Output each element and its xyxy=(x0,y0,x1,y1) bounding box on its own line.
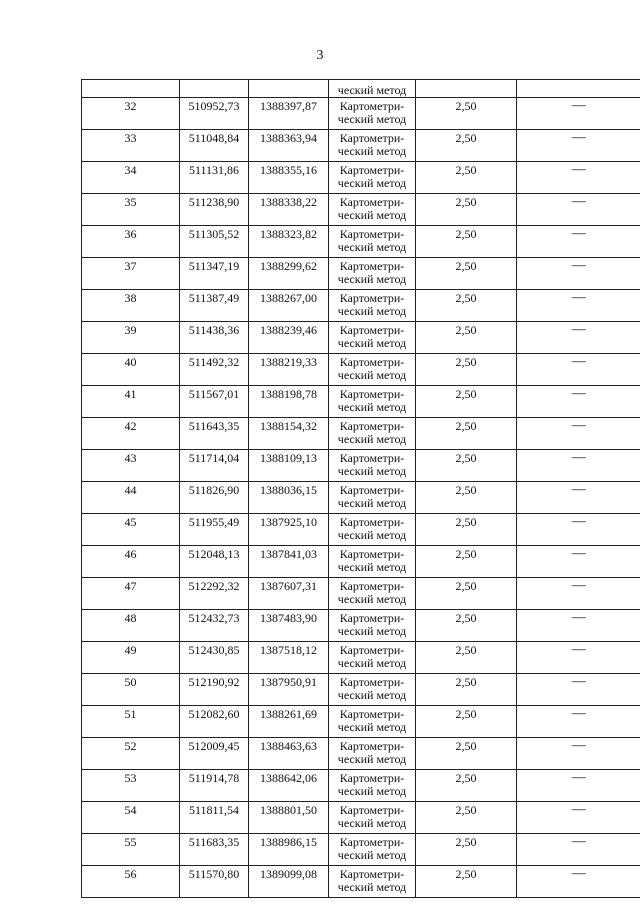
dash-cell: — xyxy=(517,450,640,482)
point-number-cell: 43 xyxy=(82,450,180,482)
x-coordinate-cell: 512082,60 xyxy=(180,706,249,738)
method-cell xyxy=(329,322,416,354)
x-coordinate-cell: 511567,01 xyxy=(180,386,249,418)
method-line-2: ческий метод xyxy=(337,496,407,510)
method-cell xyxy=(329,194,416,226)
y-coordinate-cell: 1387841,03 xyxy=(249,546,329,578)
method-line-2: ческий метод xyxy=(337,464,407,478)
method-cell xyxy=(329,130,416,162)
dash-cell: — xyxy=(517,546,640,578)
y-coordinate-cell: 1388299,62 xyxy=(249,258,329,290)
method-line-1: Картометри- xyxy=(339,99,405,113)
point-number-cell: 50 xyxy=(82,674,180,706)
table-row xyxy=(82,738,640,770)
x-coordinate-cell: 510952,73 xyxy=(180,98,249,130)
method-line-1: Картометри- xyxy=(339,451,405,465)
x-coordinate-cell: 512432,73 xyxy=(180,610,249,642)
y-coordinate-cell: 1388338,22 xyxy=(249,194,329,226)
x-coordinate-cell: 511305,52 xyxy=(180,226,249,258)
point-number-cell: 51 xyxy=(82,706,180,738)
table-row xyxy=(82,674,640,706)
y-coordinate-cell: 1388239,46 xyxy=(249,322,329,354)
accuracy-cell: 2,50 xyxy=(416,386,517,418)
x-coordinate-cell: 511438,36 xyxy=(180,322,249,354)
table-row xyxy=(82,162,640,194)
method-line-1: Картометри- xyxy=(339,483,405,497)
x-coordinate-cell: 511048,84 xyxy=(180,130,249,162)
method-line-1: Картометри- xyxy=(339,707,405,721)
dash-cell: — xyxy=(517,642,640,674)
table-row xyxy=(82,802,640,834)
dash-cell: — xyxy=(517,674,640,706)
method-line-2: ческий метод xyxy=(337,144,407,158)
method-line-1: Картометри- xyxy=(339,291,405,305)
method-cell xyxy=(329,802,416,834)
method-cell-continuation: ческий метод xyxy=(329,80,416,98)
table-row xyxy=(82,514,640,546)
page-number: 3 xyxy=(316,48,324,63)
point-number-cell: 36 xyxy=(82,226,180,258)
y-coordinate-cell: 1388801,50 xyxy=(249,802,329,834)
y-coordinate-cell: 1388219,33 xyxy=(249,354,329,386)
cell-empty xyxy=(517,80,640,98)
method-line-2: ческий метод xyxy=(337,752,407,766)
cell-empty xyxy=(82,80,180,98)
y-coordinate-cell: 1388154,32 xyxy=(249,418,329,450)
method-cell xyxy=(329,706,416,738)
accuracy-cell: 2,50 xyxy=(416,322,517,354)
method-line-1: Картометри- xyxy=(339,675,405,689)
method-line-1: Картометри- xyxy=(339,739,405,753)
method-line-2: ческий метод xyxy=(337,272,407,286)
point-number-cell: 35 xyxy=(82,194,180,226)
point-number-cell: 54 xyxy=(82,802,180,834)
dash-cell: — xyxy=(517,802,640,834)
x-coordinate-cell: 511387,49 xyxy=(180,290,249,322)
dash-cell: — xyxy=(517,770,640,802)
method-line-2: ческий метод xyxy=(337,304,407,318)
method-line-1: Картометри- xyxy=(339,771,405,785)
method-cell xyxy=(329,450,416,482)
table-row xyxy=(82,258,640,290)
accuracy-cell: 2,50 xyxy=(416,162,517,194)
table-row xyxy=(82,354,640,386)
y-coordinate-cell: 1388363,94 xyxy=(249,130,329,162)
table-body xyxy=(82,80,640,898)
method-line-1: Картометри- xyxy=(339,163,405,177)
accuracy-cell: 2,50 xyxy=(416,98,517,130)
method-cell xyxy=(329,386,416,418)
dash-cell: — xyxy=(517,386,640,418)
method-line-2: ческий метод xyxy=(337,784,407,798)
method-line-2: ческий метод xyxy=(337,560,407,574)
point-number-cell: 44 xyxy=(82,482,180,514)
point-number-cell: 55 xyxy=(82,834,180,866)
dash-cell: — xyxy=(517,866,640,898)
method-cell xyxy=(329,162,416,194)
method-line-1: Картометри- xyxy=(339,387,405,401)
method-line-2: ческий метод xyxy=(337,816,407,830)
dash-cell: — xyxy=(517,290,640,322)
x-coordinate-cell: 511131,86 xyxy=(180,162,249,194)
y-coordinate-cell: 1387483,90 xyxy=(249,610,329,642)
method-cell xyxy=(329,98,416,130)
y-coordinate-cell: 1387607,31 xyxy=(249,578,329,610)
point-number-cell: 41 xyxy=(82,386,180,418)
method-line-1: Картометри- xyxy=(339,835,405,849)
accuracy-cell: 2,50 xyxy=(416,450,517,482)
method-cell xyxy=(329,834,416,866)
method-line-1: Картометри- xyxy=(339,227,405,241)
y-coordinate-cell: 1388397,87 xyxy=(249,98,329,130)
method-line-1: Картометри- xyxy=(339,867,405,881)
table-row xyxy=(82,386,640,418)
y-coordinate-cell: 1388267,00 xyxy=(249,290,329,322)
table-row xyxy=(82,482,640,514)
method-line-2: ческий метод xyxy=(337,208,407,222)
y-coordinate-cell: 1388642,06 xyxy=(249,770,329,802)
y-coordinate-cell: 1388463,63 xyxy=(249,738,329,770)
table-row xyxy=(82,578,640,610)
accuracy-cell: 2,50 xyxy=(416,738,517,770)
method-line-1: Картометри- xyxy=(339,323,405,337)
accuracy-cell: 2,50 xyxy=(416,258,517,290)
point-number-cell: 38 xyxy=(82,290,180,322)
dash-cell: — xyxy=(517,482,640,514)
method-line-1: Картометри- xyxy=(339,259,405,273)
y-coordinate-cell: 1388109,13 xyxy=(249,450,329,482)
method-line-1: Картометри- xyxy=(339,579,405,593)
cell-empty xyxy=(180,80,249,98)
dash-cell: — xyxy=(517,226,640,258)
table-row xyxy=(82,418,640,450)
x-coordinate-cell: 512190,92 xyxy=(180,674,249,706)
x-coordinate-cell: 512430,85 xyxy=(180,642,249,674)
dash-cell: — xyxy=(517,834,640,866)
table-row xyxy=(82,290,640,322)
accuracy-cell: 2,50 xyxy=(416,642,517,674)
x-coordinate-cell: 511643,35 xyxy=(180,418,249,450)
method-line-2: ческий метод xyxy=(337,368,407,382)
accuracy-cell: 2,50 xyxy=(416,194,517,226)
method-line-2: ческий метод xyxy=(337,656,407,670)
dash-cell: — xyxy=(517,130,640,162)
point-number-cell: 56 xyxy=(82,866,180,898)
method-cell xyxy=(329,226,416,258)
point-number-cell: 45 xyxy=(82,514,180,546)
point-number-cell: 52 xyxy=(82,738,180,770)
method-cell xyxy=(329,546,416,578)
dash-cell: — xyxy=(517,194,640,226)
dash-cell: — xyxy=(517,610,640,642)
accuracy-cell: 2,50 xyxy=(416,130,517,162)
cell-empty xyxy=(416,80,517,98)
method-line-1: Картометри- xyxy=(339,131,405,145)
y-coordinate-cell: 1387518,12 xyxy=(249,642,329,674)
dash-cell: — xyxy=(517,354,640,386)
x-coordinate-cell: 511492,32 xyxy=(180,354,249,386)
accuracy-cell: 2,50 xyxy=(416,354,517,386)
coordinates-table xyxy=(81,79,640,898)
x-coordinate-cell: 511683,35 xyxy=(180,834,249,866)
point-number-cell: 53 xyxy=(82,770,180,802)
accuracy-cell: 2,50 xyxy=(416,610,517,642)
y-coordinate-cell: 1388036,15 xyxy=(249,482,329,514)
method-line-2: ческий метод xyxy=(337,528,407,542)
table-row xyxy=(82,866,640,898)
x-coordinate-cell: 511570,80 xyxy=(180,866,249,898)
table-row-continuation xyxy=(82,80,640,98)
accuracy-cell: 2,50 xyxy=(416,514,517,546)
point-number-cell: 49 xyxy=(82,642,180,674)
point-number-cell: 40 xyxy=(82,354,180,386)
method-line-2: ческий метод xyxy=(337,240,407,254)
accuracy-cell: 2,50 xyxy=(416,866,517,898)
table-row xyxy=(82,226,640,258)
table-row xyxy=(82,98,640,130)
point-number-cell: 37 xyxy=(82,258,180,290)
point-number-cell: 32 xyxy=(82,98,180,130)
method-line-1: Картометри- xyxy=(339,195,405,209)
table-row xyxy=(82,194,640,226)
x-coordinate-cell: 511347,19 xyxy=(180,258,249,290)
method-line-1: Картометри- xyxy=(339,515,405,529)
method-line-2: ческий метод xyxy=(337,720,407,734)
accuracy-cell: 2,50 xyxy=(416,834,517,866)
dash-cell: — xyxy=(517,258,640,290)
table-row xyxy=(82,546,640,578)
method-line-2: ческий метод xyxy=(337,688,407,702)
accuracy-cell: 2,50 xyxy=(416,706,517,738)
y-coordinate-cell: 1388986,15 xyxy=(249,834,329,866)
accuracy-cell: 2,50 xyxy=(416,546,517,578)
table-row xyxy=(82,610,640,642)
table-row xyxy=(82,642,640,674)
point-number-cell: 48 xyxy=(82,610,180,642)
method-line-2: ческий метод xyxy=(337,592,407,606)
method-line-2: ческий метод xyxy=(337,880,407,894)
y-coordinate-cell: 1387925,10 xyxy=(249,514,329,546)
method-cell xyxy=(329,418,416,450)
dash-cell: — xyxy=(517,418,640,450)
y-coordinate-cell: 1388261,69 xyxy=(249,706,329,738)
x-coordinate-cell: 511826,90 xyxy=(180,482,249,514)
table-row xyxy=(82,770,640,802)
accuracy-cell: 2,50 xyxy=(416,290,517,322)
x-coordinate-cell: 512009,45 xyxy=(180,738,249,770)
method-cell xyxy=(329,482,416,514)
table-row xyxy=(82,450,640,482)
point-number-cell: 39 xyxy=(82,322,180,354)
dash-cell: — xyxy=(517,98,640,130)
x-coordinate-cell: 511238,90 xyxy=(180,194,249,226)
method-line-2: ческий метод xyxy=(337,176,407,190)
point-number-cell: 33 xyxy=(82,130,180,162)
x-coordinate-cell: 511955,49 xyxy=(180,514,249,546)
dash-cell: — xyxy=(517,322,640,354)
accuracy-cell: 2,50 xyxy=(416,770,517,802)
method-line-1: Картометри- xyxy=(339,611,405,625)
method-cell xyxy=(329,642,416,674)
point-number-cell: 47 xyxy=(82,578,180,610)
y-coordinate-cell: 1387950,91 xyxy=(249,674,329,706)
method-line-2: ческий метод xyxy=(337,624,407,638)
method-cell xyxy=(329,770,416,802)
method-line-2: ческий метод xyxy=(337,336,407,350)
accuracy-cell: 2,50 xyxy=(416,578,517,610)
x-coordinate-cell: 512292,32 xyxy=(180,578,249,610)
method-cell xyxy=(329,610,416,642)
x-coordinate-cell: 511714,04 xyxy=(180,450,249,482)
x-coordinate-cell: 512048,13 xyxy=(180,546,249,578)
method-cell xyxy=(329,738,416,770)
y-coordinate-cell: 1388323,82 xyxy=(249,226,329,258)
method-cell xyxy=(329,674,416,706)
table-row xyxy=(82,130,640,162)
point-number-cell: 42 xyxy=(82,418,180,450)
accuracy-cell: 2,50 xyxy=(416,226,517,258)
method-cell xyxy=(329,290,416,322)
x-coordinate-cell: 511811,54 xyxy=(180,802,249,834)
method-cell xyxy=(329,578,416,610)
dash-cell: — xyxy=(517,162,640,194)
x-coordinate-cell: 511914,78 xyxy=(180,770,249,802)
method-line-2: ческий метод xyxy=(337,432,407,446)
method-line-1: Картометри- xyxy=(339,355,405,369)
method-cell xyxy=(329,866,416,898)
accuracy-cell: 2,50 xyxy=(416,802,517,834)
method-line-1: Картометри- xyxy=(339,547,405,561)
table-row xyxy=(82,834,640,866)
y-coordinate-cell: 1389099,08 xyxy=(249,866,329,898)
point-number-cell: 46 xyxy=(82,546,180,578)
point-number-cell: 34 xyxy=(82,162,180,194)
table-row xyxy=(82,706,640,738)
method-cell xyxy=(329,354,416,386)
accuracy-cell: 2,50 xyxy=(416,674,517,706)
dash-cell: — xyxy=(517,578,640,610)
dash-cell: — xyxy=(517,738,640,770)
accuracy-cell: 2,50 xyxy=(416,418,517,450)
table-row xyxy=(82,322,640,354)
method-line-2: ческий метод xyxy=(337,848,407,862)
method-line-1: Картометри- xyxy=(339,419,405,433)
y-coordinate-cell: 1388198,78 xyxy=(249,386,329,418)
accuracy-cell: 2,50 xyxy=(416,482,517,514)
method-line-2: ческий метод xyxy=(337,112,407,126)
method-line-1: Картометри- xyxy=(339,803,405,817)
method-cell xyxy=(329,514,416,546)
method-line-1: Картометри- xyxy=(339,643,405,657)
method-line-2: ческий метод xyxy=(337,400,407,414)
method-cell xyxy=(329,258,416,290)
dash-cell: — xyxy=(517,514,640,546)
cell-empty xyxy=(249,80,329,98)
y-coordinate-cell: 1388355,16 xyxy=(249,162,329,194)
dash-cell: — xyxy=(517,706,640,738)
